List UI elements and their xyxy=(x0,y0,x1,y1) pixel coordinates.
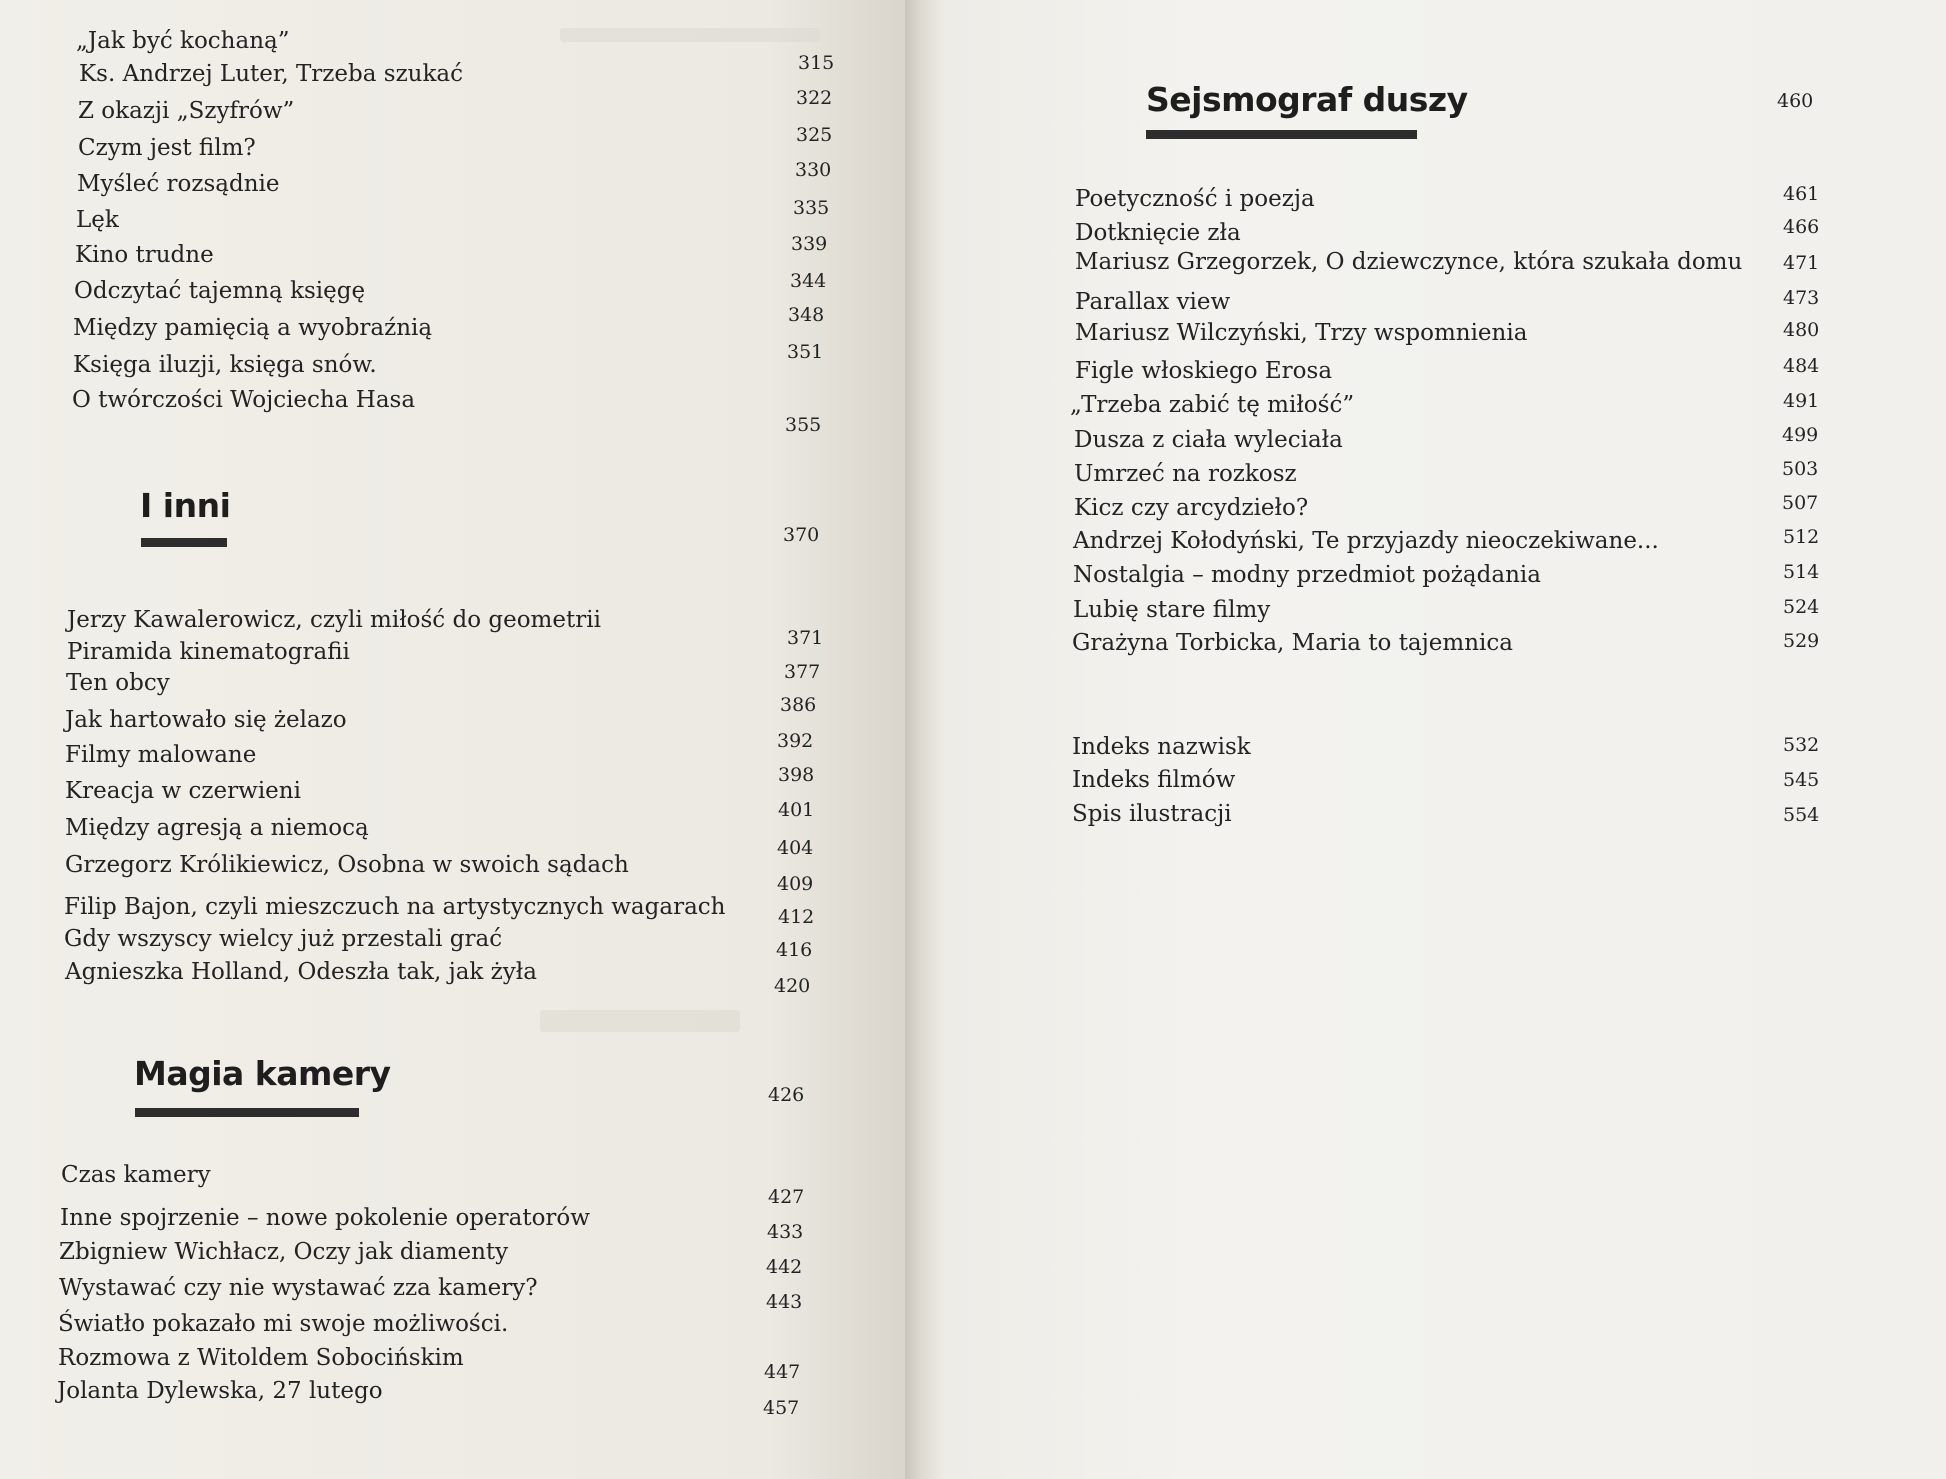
toc-entry: Parallax view xyxy=(1075,289,1231,315)
toc-page-number: 480 xyxy=(1783,319,1820,341)
section-heading: I inni xyxy=(140,486,231,525)
toc-entry: Andrzej Kołodyński, Te przyjazdy nieoczekiwane... xyxy=(1073,528,1659,554)
toc-entry: Mariusz Wilczyński, Trzy wspomnienia xyxy=(1075,320,1528,346)
toc-page-number: 315 xyxy=(798,52,835,74)
toc-entry: Inne spojrzenie – nowe pokolenie operatorów xyxy=(60,1205,590,1231)
toc-entry: Nostalgia – modny przedmiot pożądania xyxy=(1073,562,1541,588)
toc-page-number: 512 xyxy=(1783,526,1820,548)
toc-page-number: 484 xyxy=(1783,355,1820,377)
toc-entry: Dotknięcie zła xyxy=(1075,220,1241,246)
toc-page-number: 532 xyxy=(1783,734,1820,756)
toc-entry: Zbigniew Wichłacz, Oczy jak diamenty xyxy=(59,1239,509,1265)
toc-entry: Odczytać tajemną księgę xyxy=(74,278,366,304)
toc-entry: Figle włoskiego Erosa xyxy=(1075,358,1333,384)
toc-page-number: 457 xyxy=(763,1397,800,1419)
toc-entry: Wystawać czy nie wystawać zza kamery? xyxy=(59,1275,538,1301)
toc-page-number: 461 xyxy=(1783,183,1820,205)
toc-page-number: 529 xyxy=(1783,630,1820,652)
toc-page-number: 514 xyxy=(1783,561,1820,583)
toc-page-number: 335 xyxy=(793,197,830,219)
toc-page-number: 344 xyxy=(790,270,827,292)
toc-page-number: 416 xyxy=(776,939,813,961)
right-page xyxy=(945,0,1946,1479)
toc-page-number: 412 xyxy=(778,906,815,928)
show-through xyxy=(540,1010,740,1032)
toc-entry: Księga iluzji, księga snów. xyxy=(73,352,377,378)
toc-entry: Między agresją a niemocą xyxy=(65,815,369,841)
heading-rule xyxy=(1146,130,1417,139)
toc-page-number: 377 xyxy=(784,661,821,683)
toc-page-number: 466 xyxy=(1783,216,1820,238)
toc-entry: Gdy wszyscy wielcy już przestali grać xyxy=(64,926,503,952)
toc-page-number: 420 xyxy=(774,975,811,997)
toc-entry: Filip Bajon, czyli mieszczuch na artystycznych wagarach xyxy=(64,894,726,920)
heading-rule xyxy=(141,538,227,547)
toc-page-number: 392 xyxy=(777,730,814,752)
toc-entry: Grzegorz Królikiewicz, Osobna w swoich sądach xyxy=(65,852,629,878)
toc-page-number: 524 xyxy=(1783,596,1820,618)
toc-entry: Jolanta Dylewska, 27 lutego xyxy=(57,1378,383,1404)
toc-page-number: 404 xyxy=(777,837,814,859)
section-heading: Magia kamery xyxy=(134,1054,391,1093)
toc-page-number: 330 xyxy=(795,159,832,181)
toc-entry: Światło pokazało mi swoje możliwości. xyxy=(58,1311,509,1337)
section-heading: Sejsmograf duszy xyxy=(1146,80,1468,119)
show-through xyxy=(560,28,820,42)
left-page xyxy=(0,0,905,1479)
toc-entry: Kreacja w czerwieni xyxy=(65,778,301,804)
index-entry: Indeks nazwisk xyxy=(1072,734,1251,760)
toc-page-number: 447 xyxy=(764,1361,801,1383)
toc-entry: Lęk xyxy=(76,207,119,233)
section-page-number: 426 xyxy=(768,1084,805,1106)
toc-page-number: 499 xyxy=(1782,424,1819,446)
toc-entry: Jerzy Kawalerowicz, czyli miłość do geometrii xyxy=(67,607,601,633)
toc-page-number: 507 xyxy=(1782,492,1819,514)
toc-entry: Z okazji „Szyfrów” xyxy=(78,98,295,124)
toc-entry: Czas kamery xyxy=(61,1162,211,1188)
index-entry: Spis ilustracji xyxy=(1072,801,1232,827)
toc-page-number: 401 xyxy=(778,799,815,821)
toc-page-number: 398 xyxy=(778,764,815,786)
toc-entry: Myśleć rozsądnie xyxy=(77,171,280,197)
toc-page-number: 325 xyxy=(796,124,833,146)
heading-rule xyxy=(135,1108,359,1117)
toc-entry: Mariusz Grzegorzek, O dziewczynce, która szukała domu xyxy=(1075,249,1743,275)
toc-entry: Kino trudne xyxy=(75,242,214,268)
toc-entry: Jak hartowało się żelazo xyxy=(65,707,347,733)
toc-page-number: 427 xyxy=(768,1186,805,1208)
toc-page-number: 471 xyxy=(1783,252,1820,274)
toc-entry: „Jak być kochaną” xyxy=(76,28,290,54)
toc-page-number: 554 xyxy=(1783,804,1820,826)
toc-entry: Poetyczność i poezja xyxy=(1075,186,1315,212)
section-page-number: 370 xyxy=(783,524,820,546)
toc-page-number: 545 xyxy=(1783,769,1820,791)
toc-page-number: 473 xyxy=(1783,287,1820,309)
toc-entry: Czym jest film? xyxy=(78,135,256,161)
toc-page-number: 351 xyxy=(787,341,824,363)
book-gutter xyxy=(905,0,945,1479)
toc-entry: Lubię stare filmy xyxy=(1073,597,1271,623)
toc-entry: O twórczości Wojciecha Hasa xyxy=(72,387,416,413)
toc-entry: Filmy malowane xyxy=(65,742,257,768)
toc-page-number: 491 xyxy=(1783,390,1820,412)
toc-entry: Grażyna Torbicka, Maria to tajemnica xyxy=(1072,630,1513,656)
toc-entry: Agnieszka Holland, Odeszła tak, jak żyła xyxy=(65,959,537,985)
toc-page-number: 386 xyxy=(780,694,817,716)
toc-page-number: 443 xyxy=(766,1291,803,1313)
toc-entry: Kicz czy arcydzieło? xyxy=(1074,495,1309,521)
toc-entry: Umrzeć na rozkosz xyxy=(1074,461,1297,487)
toc-entry: Między pamięcią a wyobraźnią xyxy=(73,315,433,341)
toc-page-number: 322 xyxy=(796,87,833,109)
toc-page-number: 371 xyxy=(787,627,824,649)
toc-entry: Ten obcy xyxy=(66,670,170,696)
toc-entry: Piramida kinematografii xyxy=(67,639,350,665)
toc-page-number: 503 xyxy=(1782,458,1819,480)
toc-page-number: 348 xyxy=(788,304,825,326)
toc-page-number: 433 xyxy=(767,1221,804,1243)
toc-entry: Dusza z ciała wyleciała xyxy=(1074,427,1343,453)
toc-page-number: 355 xyxy=(785,414,822,436)
toc-page-number: 409 xyxy=(777,873,814,895)
toc-page-number: 442 xyxy=(766,1256,803,1278)
toc-entry: Ks. Andrzej Luter, Trzeba szukać xyxy=(79,61,464,87)
toc-entry: Rozmowa z Witoldem Sobocińskim xyxy=(58,1345,464,1371)
toc-page-number: 339 xyxy=(791,233,828,255)
toc-entry: „Trzeba zabić tę miłość” xyxy=(1070,392,1355,418)
section-page-number: 460 xyxy=(1777,90,1814,112)
index-entry: Indeks filmów xyxy=(1072,767,1236,793)
